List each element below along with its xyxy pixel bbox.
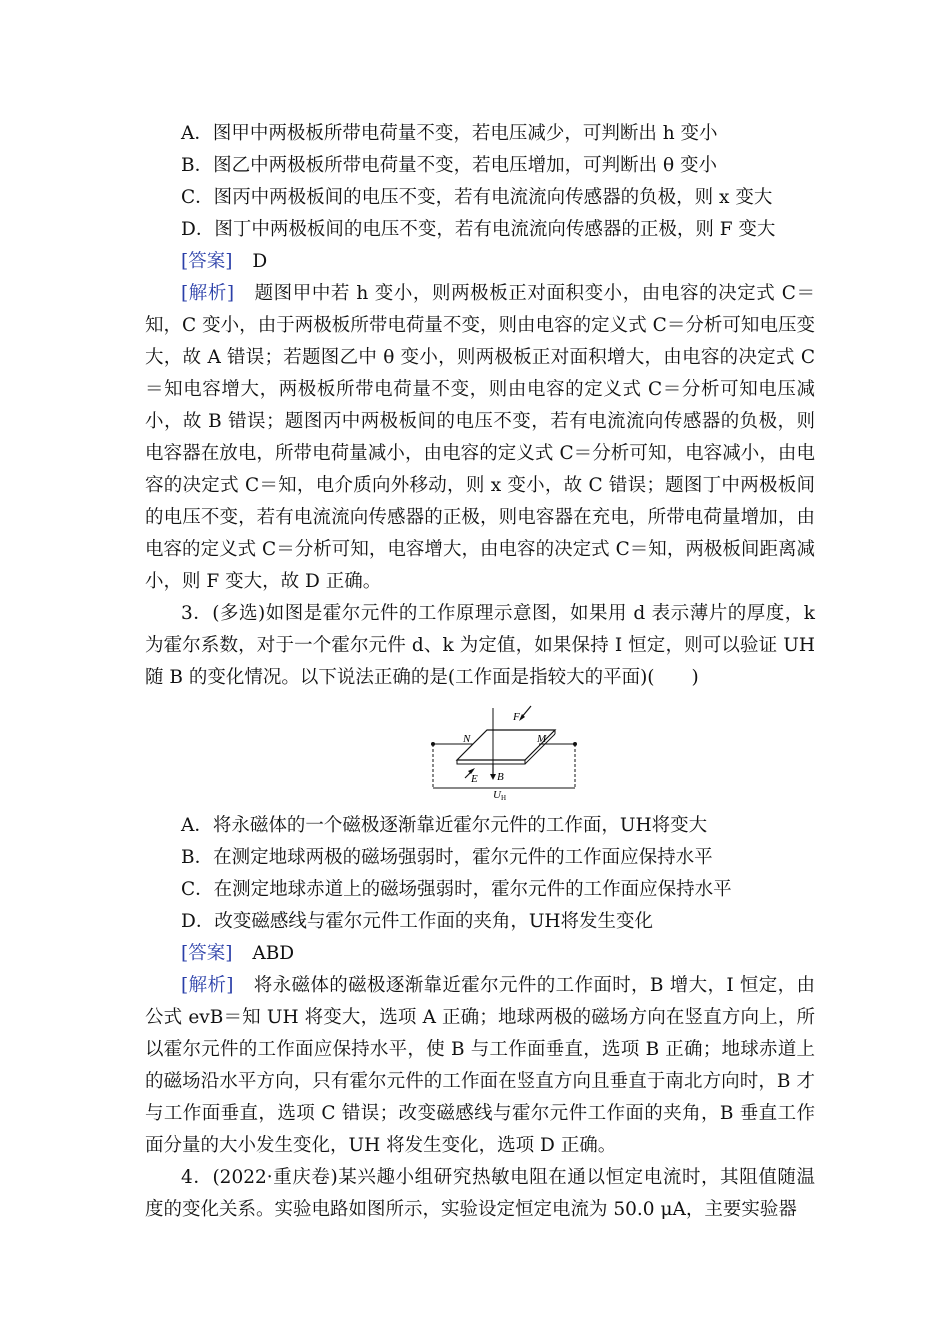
q2-analysis-text: 题图甲中若 h 变小，则两极板正对面积变小，由电容的决定式 C＝知，C 变小，由于两极板所带电荷量不变，则由电容的定义式 C＝分析可知电压变大，故 A 错误；若题图乙中 θ 变小，则两极板正对面积增大，由电容的决定式 C＝知电容增大，两极板所带电荷量不变，则由电容的定义式 C＝分析可知电压减小，故 B 错误；题图丙中两极板间的电压不变，若有电流流向传感器的负极，则电容器在放电，所带电荷量减小，由电容的定义式 C＝分析可知，电容减小，由电容的决定式 C＝知，电介质向外移动，则 x 变小，故 C 错误；题图丁中两极板间的电压不变，若有电流流向传感器的正极，则电容器在充电，所带电荷量增加，由电容的定义式 C＝分析可知，电容增大，由电容的决定式 C＝知，两极板间距离减小，则 F 变大，故 D 正确。 — [145, 283, 815, 592]
q2-option-d: D．图丁中两极板间的电压不变，若有电流流向传感器的正极，则 F 变大 — [181, 219, 776, 240]
q3-answer-label: [答案] — [181, 943, 233, 964]
q3-analysis — [145, 970, 815, 1162]
q3-analysis-label: [解析] — [181, 975, 234, 996]
q3-option-c: C．在测定地球赤道上的磁场强弱时，霍尔元件的工作面应保持水平 — [181, 879, 732, 900]
label-U-sub: H — [501, 794, 507, 800]
q3-stem: 3．(多选)如图是霍尔元件的工作原理示意图，如果用 d 表示薄片的厚度，k 为霍尔系数，对于一个霍尔元件 d、k 为定值，如果保持 I 恒定，则可以验证 UH 随 B 的变化情况。以下说法正确的是(工作面是指较大的平面)( ) — [145, 603, 815, 688]
q3-option-d: D．改变磁感线与霍尔元件工作面的夹角，UH将发生变化 — [181, 911, 654, 932]
label-B: B — [497, 771, 504, 783]
q3-option-b: B．在测定地球两极的磁场强弱时，霍尔元件的工作面应保持水平 — [181, 847, 713, 868]
label-F: F — [513, 711, 520, 723]
label-E: E — [471, 773, 478, 785]
q2-answer-value: D — [252, 251, 268, 272]
label-M: M — [537, 733, 547, 745]
label-U: U — [493, 789, 501, 800]
hall-element-diagram — [427, 700, 577, 800]
q2-option-a: A．图甲中两极板所带电荷量不变，若电压减少，可判断出 h 变小 — [181, 123, 718, 144]
q2-option-c: C．图丙中两极板间的电压不变，若有电流流向传感器的负极，则 x 变大 — [181, 187, 773, 208]
q2-option-b: B．图乙中两极板所带电荷量不变，若电压增加，可判断出 θ 变小 — [181, 155, 717, 176]
document-page — [145, 118, 815, 1226]
q3-answer-value: ABD — [252, 943, 295, 964]
label-N: N — [463, 733, 471, 745]
q4-stem: 4．(2022·重庆卷)某兴趣小组研究热敏电阻在通以恒定电流时，其阻值随温度的变化关系。实验电路如图所示，实验设定恒定电流为 50.0 μA，主要实验器 — [145, 1167, 815, 1220]
q2-answer-label: [答案] — [181, 251, 233, 272]
q3-analysis-text: 将永磁体的磁极逐渐靠近霍尔元件的工作面时，B 增大，I 恒定，由公式 evB＝知 UH 将变大，选项 A 正确；地球两极的磁场方向在竖直方向上，所以霍尔元件的工作面应保持水平，使 B 与工作面垂直，选项 B 正确；地球赤道上的磁场沿水平方向，只有霍尔元件的工作面在竖直方向且垂直于南北方向时，B 才与工作面垂直，选项 C 错误；改变磁感线与霍尔元件工作面的夹角，B 垂直工作面分量的大小发生变化，UH 将发生变化，选项 D 正确。 — [145, 975, 815, 1156]
q3-answer-line — [145, 938, 815, 970]
q2-answer-line — [145, 246, 815, 278]
q2-analysis — [145, 278, 815, 598]
hall-element-figure — [145, 700, 815, 800]
q2-analysis-label: [解析] — [181, 283, 235, 304]
q3-option-a: A．将永磁体的一个磁极逐渐靠近霍尔元件的工作面，UH将变大 — [181, 815, 708, 836]
